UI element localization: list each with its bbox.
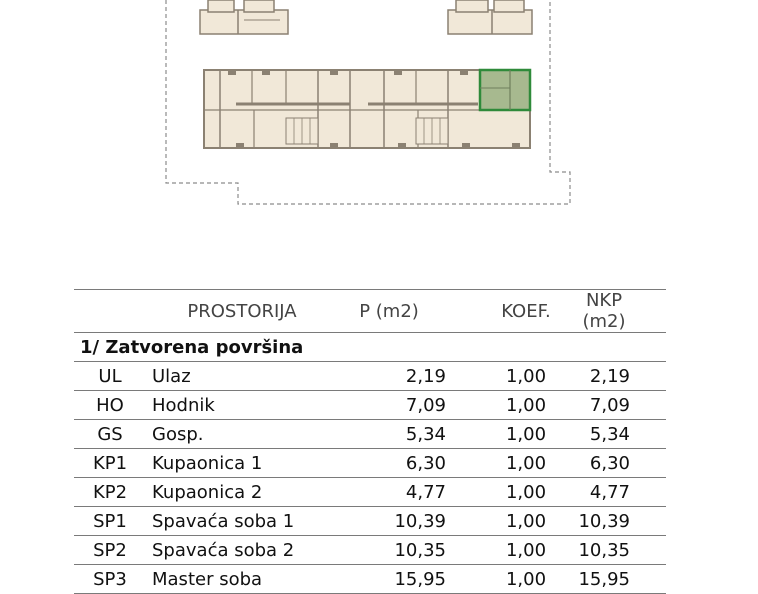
- room-area: 2,19: [405, 365, 446, 387]
- table-row: [74, 536, 666, 565]
- room-net-area: 15,95: [578, 568, 630, 590]
- table-row: [74, 420, 666, 449]
- room-area: 6,30: [405, 452, 446, 474]
- room-name: Spavaća soba 2: [152, 539, 295, 561]
- table-header-row: [74, 290, 666, 333]
- room-area: 4,77: [405, 481, 446, 503]
- room-coef: 1,00: [505, 510, 547, 532]
- room-name: Gosp.: [152, 423, 204, 445]
- room-net-area: 2,19: [589, 365, 630, 387]
- table-row: [74, 391, 666, 420]
- section-row: [74, 333, 666, 362]
- highlighted-apartment: [480, 70, 530, 110]
- room-code: UL: [98, 365, 122, 387]
- header-net-area: NKP (m2): [582, 290, 626, 332]
- room-area: 15,95: [394, 568, 446, 590]
- building-top-left: [200, 0, 288, 34]
- header-code: [74, 290, 146, 333]
- room-code: GS: [97, 423, 123, 445]
- room-coef: 1,00: [505, 452, 547, 474]
- room-area: 7,09: [405, 394, 446, 416]
- table-row: [74, 507, 666, 536]
- header-area: P (m2): [359, 300, 419, 322]
- room-name: Master soba: [152, 568, 263, 590]
- room-name: Ulaz: [152, 365, 191, 387]
- room-area: 10,35: [394, 539, 446, 561]
- table-row: [74, 478, 666, 507]
- room-area: 10,39: [394, 510, 446, 532]
- room-net-area: 4,77: [589, 481, 630, 503]
- room-net-area: 10,39: [578, 510, 630, 532]
- room-name: Kupaonica 2: [152, 481, 263, 503]
- header-room: PROSTORIJA: [187, 300, 297, 322]
- room-coef: 1,00: [505, 481, 547, 503]
- room-coef: 1,00: [505, 568, 547, 590]
- room-code: HO: [96, 394, 124, 416]
- room-code: KP2: [92, 481, 128, 503]
- section-title: 1/ Zatvorena površina: [80, 336, 304, 358]
- room-name: Spavaća soba 1: [152, 510, 295, 532]
- site-plan: [0, 0, 758, 270]
- room-coef: 1,00: [505, 365, 547, 387]
- room-code: KP1: [92, 452, 128, 474]
- room-net-area: 6,30: [589, 452, 630, 474]
- table-row: [74, 362, 666, 391]
- room-coef: 1,00: [505, 423, 547, 445]
- room-name: Kupaonica 1: [152, 452, 263, 474]
- table-row: [74, 449, 666, 478]
- room-code: SP1: [93, 510, 127, 532]
- table-row: [74, 565, 666, 594]
- room-name: Hodnik: [152, 394, 215, 416]
- room-net-area: 7,09: [589, 394, 630, 416]
- room-code: SP3: [93, 568, 127, 590]
- room-net-area: 5,34: [589, 423, 630, 445]
- room-coef: 1,00: [505, 539, 547, 561]
- room-code: SP2: [93, 539, 127, 561]
- building-top-right: [448, 0, 532, 34]
- room-net-area: 10,35: [578, 539, 630, 561]
- header-coef: KOEF.: [501, 300, 551, 322]
- room-area-table: [74, 289, 666, 594]
- room-coef: 1,00: [505, 394, 547, 416]
- room-area: 5,34: [405, 423, 446, 445]
